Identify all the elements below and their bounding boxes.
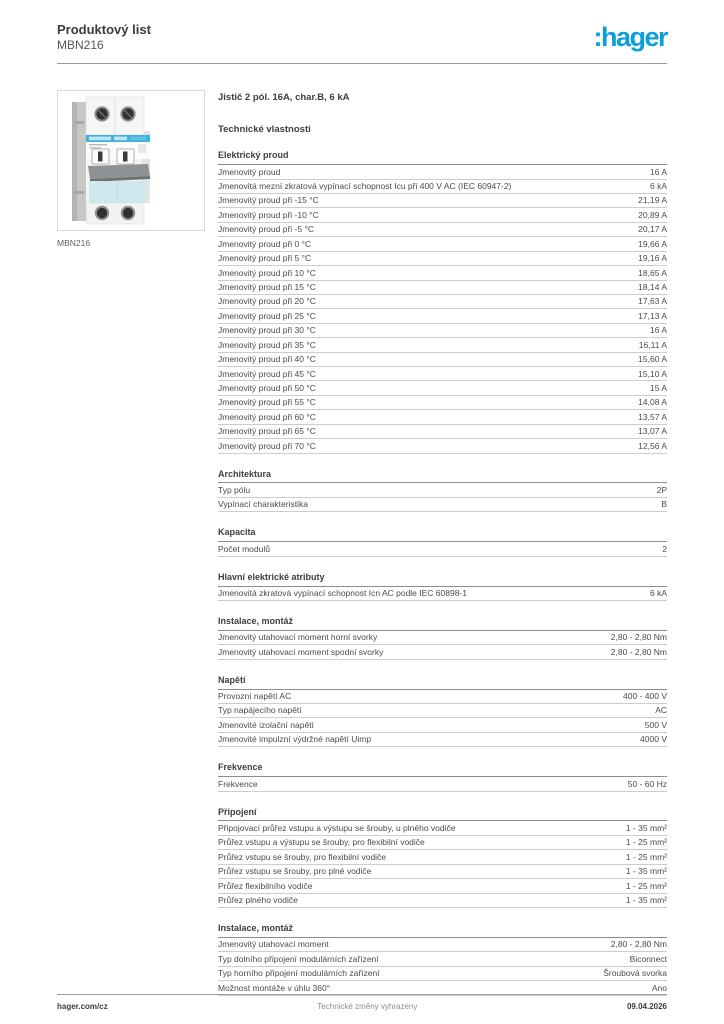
spec-label: Průřez vstupu se šrouby, pro flexibilní vodiče: [218, 851, 387, 862]
spec-value: 21,19 A: [638, 195, 667, 206]
spec-value: 17,13 A: [638, 310, 667, 321]
spec-label: Jmenovitý proud při 45 °C: [218, 368, 316, 379]
spec-sections: [218, 151, 667, 995]
spec-label: Průřez flexibilního vodiče: [218, 880, 313, 891]
product-image-caption: MBN216: [57, 238, 91, 249]
spec-row: [218, 410, 667, 424]
page-footer: [0, 994, 724, 1011]
spec-value: 18,14 A: [638, 282, 667, 293]
page-header: [57, 22, 667, 53]
spec-value: 500 V: [644, 719, 667, 730]
spec-value: 15,60 A: [638, 354, 667, 365]
spec-row: [218, 821, 667, 835]
spec-row: [218, 850, 667, 864]
spec-value: 6 kA: [649, 181, 667, 192]
spec-row: [218, 865, 667, 879]
doc-title: Produktový list: [57, 22, 151, 37]
spec-section: [218, 617, 667, 660]
spec-value: 17,63 A: [638, 296, 667, 307]
spec-row: [218, 425, 667, 439]
spec-label: Jmenovitý proud při 35 °C: [218, 339, 316, 350]
content-area: [57, 90, 667, 995]
spec-value: 14,08 A: [638, 397, 667, 408]
spec-label: Jmenovitý proud při 70 °C: [218, 440, 316, 451]
spec-row: [218, 631, 667, 645]
spec-row: [218, 381, 667, 395]
spec-label: Jmenovitý proud při 30 °C: [218, 325, 316, 336]
spec-value: AC: [655, 705, 667, 716]
spec-label: Jmenovité izolační napětí: [218, 719, 314, 730]
spec-value: 13,07 A: [638, 426, 667, 437]
spec-row: [218, 483, 667, 497]
spec-label: Jmenovitý utahovací moment horní svorky: [218, 632, 378, 643]
spec-value: 1 - 25 mm²: [625, 851, 667, 862]
spec-value: 4000 V: [640, 734, 667, 745]
product-code: MBN216: [57, 38, 104, 53]
doc-heading-block: [57, 22, 151, 53]
footer-url[interactable]: hager.com/cz: [57, 1002, 108, 1011]
spec-value: 50 - 60 Hz: [627, 778, 667, 789]
spec-value: 1 - 35 mm²: [625, 866, 667, 877]
spec-value: 12,56 A: [638, 440, 667, 451]
spec-value: 2P: [656, 484, 667, 495]
spec-section: [218, 676, 667, 748]
spec-value: 16 A: [649, 166, 667, 177]
spec-label: Vypínací charakteristika: [218, 499, 308, 510]
spec-row: [218, 952, 667, 966]
product-image-box: [57, 90, 205, 231]
footer-date: 09.04.2026: [626, 1002, 667, 1011]
footer-disclaimer: Technické změny vyhrazeny: [317, 1002, 418, 1011]
product-image-column: [57, 90, 205, 248]
spec-value: 19,16 A: [638, 253, 667, 264]
spec-value: 2,80 - 2,80 Nm: [610, 646, 667, 657]
spec-value: 13,57 A: [638, 411, 667, 422]
spec-value: 1 - 25 mm²: [625, 837, 667, 848]
spec-column: [218, 90, 667, 995]
spec-row: [218, 938, 667, 952]
spec-section: [218, 528, 667, 556]
spec-label: Typ dolního připojení modulárních zařízení: [218, 953, 379, 964]
spec-label: Jmenovitý proud při 25 °C: [218, 310, 316, 321]
spec-value: 15,10 A: [638, 368, 667, 379]
spec-section: [218, 924, 667, 996]
spec-label: Provozní napětí AC: [218, 691, 292, 702]
spec-value: 19,66 A: [638, 238, 667, 249]
spec-row: [218, 266, 667, 280]
spec-label: Jmenovitý proud při 15 °C: [218, 282, 316, 293]
spec-label: Průřez vstupu se šrouby, pro plné vodiče: [218, 866, 372, 877]
spec-row: [218, 194, 667, 208]
spec-value: 16 A: [649, 325, 667, 336]
spec-label: Typ pólu: [218, 484, 251, 495]
spec-value: Biconnect: [629, 953, 667, 964]
header-divider: [57, 63, 667, 64]
spec-label: Jmenovitý proud při -15 °C: [218, 195, 319, 206]
spec-value: Šroubová svorka: [603, 968, 667, 979]
spec-label: Jmenovité impulzní výdržné napětí Uimp: [218, 734, 372, 745]
spec-label: Jmenovitý proud při 5 °C: [218, 253, 312, 264]
spec-section: [218, 808, 667, 908]
spec-label: Jmenovitý proud při -10 °C: [218, 209, 319, 220]
spec-row: [218, 324, 667, 338]
spec-value: 2: [662, 543, 667, 554]
spec-value: 20,89 A: [638, 209, 667, 220]
spec-section: [218, 763, 667, 791]
section-title: Elektrický proud: [218, 151, 667, 165]
spec-row: [218, 645, 667, 659]
spec-value: 6 kA: [649, 588, 667, 599]
spec-row: [218, 252, 667, 266]
section-title: Instalace, montáž: [218, 924, 667, 938]
spec-value: 18,65 A: [638, 267, 667, 278]
spec-row: [218, 309, 667, 323]
section-title: Hlavní elektrické atributy: [218, 573, 667, 587]
spec-value: 2,80 - 2,80 Nm: [610, 632, 667, 643]
spec-row: [218, 223, 667, 237]
spec-label: Jmenovitá mezní zkratová vypínací schopnost Icu při 400 V AC (IEC 60947-2): [218, 181, 512, 192]
section-title: Architektura: [218, 470, 667, 484]
spec-label: Jmenovitý proud při 60 °C: [218, 411, 316, 422]
spec-row: [218, 690, 667, 704]
hager-logo: :hager: [593, 22, 667, 52]
spec-label: Jmenovitý proud při 0 °C: [218, 238, 312, 249]
spec-row: [218, 353, 667, 367]
spec-label: Možnost montáže v úhlu 360°: [218, 982, 331, 993]
spec-value: 20,17 A: [638, 224, 667, 235]
spec-row: [218, 396, 667, 410]
spec-label: Typ napájecího napětí: [218, 705, 302, 716]
section-title: Kapacita: [218, 528, 667, 542]
spec-section: [218, 470, 667, 513]
spec-value: B: [661, 499, 667, 510]
footer-divider: [57, 994, 667, 995]
spec-value: 1 - 35 mm²: [625, 895, 667, 906]
spec-label: Jmenovitý proud při 40 °C: [218, 354, 316, 365]
spec-label: Počet modulů: [218, 543, 270, 554]
spec-row: [218, 733, 667, 747]
spec-row: [218, 587, 667, 601]
spec-row: [218, 367, 667, 381]
spec-row: [218, 295, 667, 309]
spec-value: Ano: [651, 982, 667, 993]
spec-row: [218, 338, 667, 352]
product-title: Jistič 2 pól. 16A, char.B, 6 kA: [218, 92, 350, 104]
spec-row: [218, 208, 667, 222]
spec-label: Jmenovitý proud při 55 °C: [218, 397, 316, 408]
section-title: Frekvence: [218, 763, 667, 777]
spec-value: 16,11 A: [638, 339, 667, 350]
spec-row: [218, 967, 667, 981]
spec-label: Jmenovitý proud při 10 °C: [218, 267, 316, 278]
spec-label: Jmenovitý proud při -5 °C: [218, 224, 314, 235]
spec-section: [218, 151, 667, 453]
spec-label: Připojovací průřez vstupu a výstupu se šrouby, u plného vodiče: [218, 822, 456, 833]
spec-value: 2,80 - 2,80 Nm: [610, 939, 667, 950]
spec-label: Jmenovitý proud: [218, 166, 281, 177]
spec-label: Frekvence: [218, 778, 258, 789]
spec-row: [218, 498, 667, 512]
section-title: Připojení: [218, 808, 667, 822]
spec-row: [218, 836, 667, 850]
spec-value: 15 A: [649, 382, 667, 393]
spec-section: [218, 573, 667, 601]
spec-value: 1 - 25 mm²: [625, 880, 667, 891]
spec-label: Jmenovitý utahovací moment: [218, 939, 329, 950]
spec-row: [218, 894, 667, 908]
spec-label: Jmenovitý proud při 65 °C: [218, 426, 316, 437]
spec-label: Jmenovitý proud při 20 °C: [218, 296, 316, 307]
spec-row: [218, 879, 667, 893]
spec-row: [218, 439, 667, 453]
spec-label: Průřez vstupu a výstupu se šrouby, pro flexibilní vodiče: [218, 837, 425, 848]
spec-row: [218, 704, 667, 718]
section-title: Instalace, montáž: [218, 617, 667, 631]
spec-label: Průřez plného vodiče: [218, 895, 298, 906]
section-title: Napětí: [218, 676, 667, 690]
spec-row: [218, 718, 667, 732]
spec-row: [218, 165, 667, 179]
footer-row: [57, 1002, 667, 1011]
spec-label: Jmenovitý utahovací moment spodní svorky: [218, 646, 384, 657]
spec-row: [218, 281, 667, 295]
spec-label: Jmenovitá zkratová vypínací schopnost Icn AC podle IEC 60898-1: [218, 588, 467, 599]
spec-label: Jmenovitý proud při 50 °C: [218, 382, 316, 393]
spec-value: 400 - 400 V: [623, 691, 667, 702]
spec-row: [218, 542, 667, 556]
circuit-breaker-image: [58, 91, 204, 230]
spec-row: [218, 237, 667, 251]
spec-label: Typ horního připojení modulárních zařízení: [218, 968, 380, 979]
table-heading: Technické vlastnosti: [218, 124, 311, 136]
spec-row: [218, 180, 667, 194]
spec-row: [218, 777, 667, 791]
spec-value: 1 - 35 mm²: [625, 822, 667, 833]
